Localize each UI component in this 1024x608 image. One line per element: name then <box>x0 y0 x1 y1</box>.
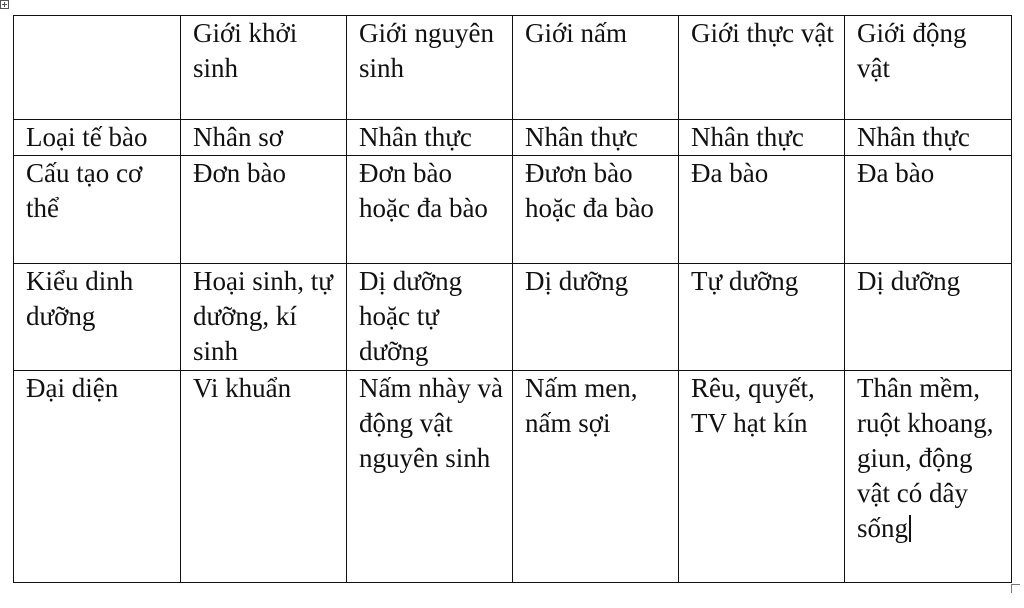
table-cell[interactable]: Tự dưỡng <box>679 264 845 371</box>
row-label-cell[interactable]: Loại tế bào <box>14 120 181 156</box>
table-cell[interactable]: Hoại sinh, tự dưỡng, kí sinh <box>181 264 347 371</box>
header-cell-nam[interactable]: Giới nấm <box>513 16 679 120</box>
table-cell[interactable]: Nấm men, nấm sợi <box>513 371 679 583</box>
table-cell[interactable]: Rêu, quyết, TV hạt kín <box>679 371 845 583</box>
table-move-handle-icon[interactable] <box>0 0 9 9</box>
table-cell[interactable]: Đa bào <box>845 156 1012 264</box>
classification-table <box>13 15 1012 583</box>
text-cursor <box>909 515 911 542</box>
header-cell-dong-vat[interactable]: Giới động vật <box>845 16 1012 120</box>
table-row <box>14 120 1012 156</box>
table-cell[interactable]: Đa bào <box>679 156 845 264</box>
table-cell[interactable]: Dị dưỡng hoặc tự dưỡng <box>347 264 513 371</box>
table-cell[interactable]: Đơn bào <box>181 156 347 264</box>
table-cell[interactable]: Nhân thực <box>845 120 1012 156</box>
header-cell-empty[interactable] <box>14 16 181 120</box>
table-cell-active[interactable] <box>845 371 1012 583</box>
header-cell-thuc-vat[interactable]: Giới thực vật <box>679 16 845 120</box>
header-row <box>14 16 1012 120</box>
table-cell[interactable]: Nhân thực <box>513 120 679 156</box>
table-cell[interactable]: Nhân sơ <box>181 120 347 156</box>
table-row <box>14 371 1012 583</box>
row-label-cell[interactable]: Đại diện <box>14 371 181 583</box>
table-resize-handle-icon[interactable] <box>1011 584 1020 593</box>
table-cell[interactable]: Nhân thực <box>679 120 845 156</box>
row-label-cell[interactable]: Cấu tạo cơ thể <box>14 156 181 264</box>
table-cell[interactable]: Nấm nhày và động vật nguyên sinh <box>347 371 513 583</box>
header-cell-nguyen-sinh[interactable]: Giới nguyên sinh <box>347 16 513 120</box>
table-cell[interactable]: Nhân thực <box>347 120 513 156</box>
table-cell[interactable]: Đơn bào hoặc đa bào <box>347 156 513 264</box>
table-cell[interactable]: Đươn bào hoặc đa bào <box>513 156 679 264</box>
table-cell[interactable]: Dị dưỡng <box>513 264 679 371</box>
row-label-cell[interactable]: Kiểu dinh dưỡng <box>14 264 181 371</box>
active-cell-text: Thân mềm, ruột khoang, giun, động vật có dây sống <box>857 373 994 543</box>
table-row <box>14 264 1012 371</box>
table-cell[interactable]: Vi khuẩn <box>181 371 347 583</box>
table-cell[interactable]: Dị dưỡng <box>845 264 1012 371</box>
header-cell-khoi-sinh[interactable]: Giới khởi sinh <box>181 16 347 120</box>
table-row <box>14 156 1012 264</box>
